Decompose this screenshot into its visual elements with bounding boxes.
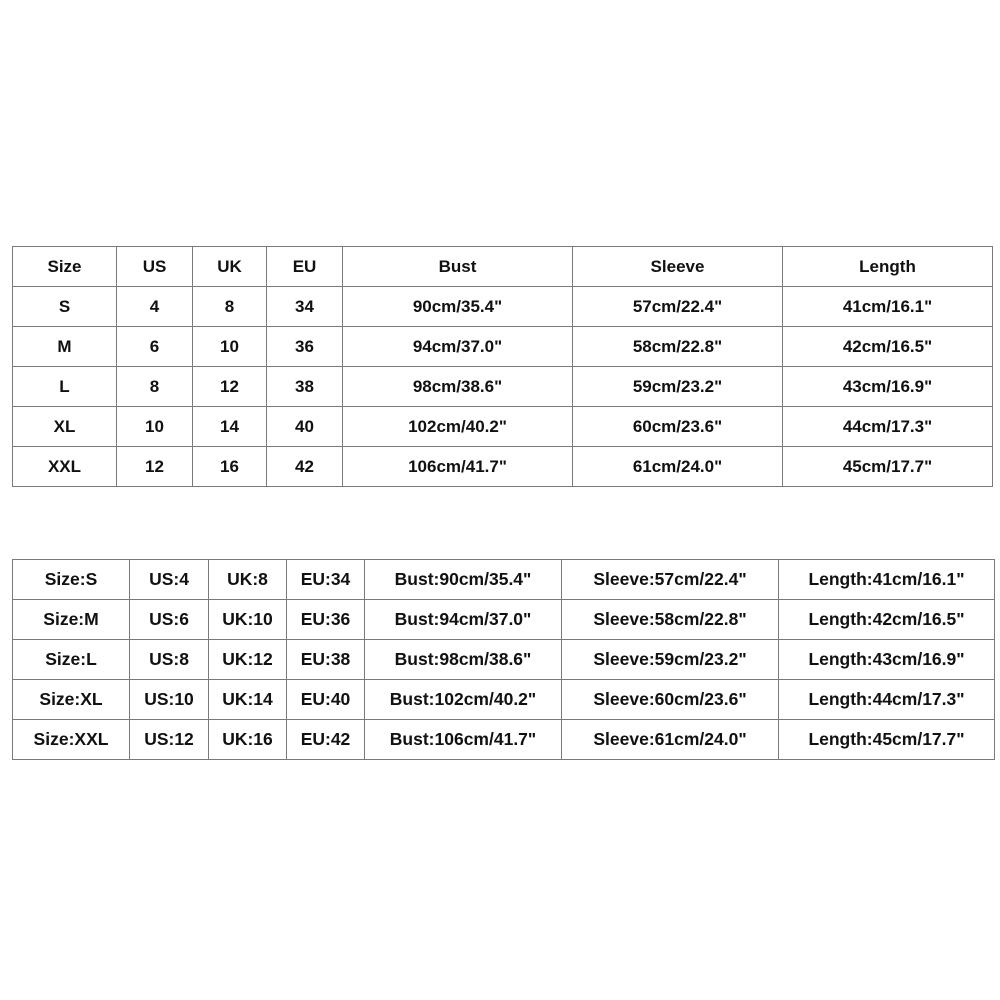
cell-size: Size:L xyxy=(13,640,130,680)
cell-length: Length:45cm/17.7" xyxy=(779,720,995,760)
cell-uk: UK:16 xyxy=(209,720,287,760)
cell-sleeve: 60cm/23.6" xyxy=(573,407,783,447)
cell-bust: Bust:98cm/38.6" xyxy=(365,640,562,680)
cell-length: 44cm/17.3" xyxy=(783,407,993,447)
table-row xyxy=(13,327,993,367)
cell-length: Length:44cm/17.3" xyxy=(779,680,995,720)
cell-us: US:10 xyxy=(130,680,209,720)
cell-length: Length:43cm/16.9" xyxy=(779,640,995,680)
table-row xyxy=(13,680,995,720)
cell-eu: EU:42 xyxy=(287,720,365,760)
cell-uk: 14 xyxy=(193,407,267,447)
cell-sleeve: Sleeve:60cm/23.6" xyxy=(562,680,779,720)
cell-size: Size:XXL xyxy=(13,720,130,760)
table-row xyxy=(13,407,993,447)
cell-size: S xyxy=(13,287,117,327)
cell-sleeve: 59cm/23.2" xyxy=(573,367,783,407)
table-row xyxy=(13,447,993,487)
table-row xyxy=(13,640,995,680)
cell-us: 12 xyxy=(117,447,193,487)
cell-sleeve: 58cm/22.8" xyxy=(573,327,783,367)
cell-bust: Bust:102cm/40.2" xyxy=(365,680,562,720)
labeled-size-chart-table xyxy=(12,559,995,760)
cell-length: 45cm/17.7" xyxy=(783,447,993,487)
cell-uk: 12 xyxy=(193,367,267,407)
cell-uk: 16 xyxy=(193,447,267,487)
header-uk: UK xyxy=(193,247,267,287)
cell-bust: 102cm/40.2" xyxy=(343,407,573,447)
cell-size: XXL xyxy=(13,447,117,487)
cell-us: 4 xyxy=(117,287,193,327)
table-row xyxy=(13,287,993,327)
cell-bust: 94cm/37.0" xyxy=(343,327,573,367)
cell-us: US:4 xyxy=(130,560,209,600)
header-size: Size xyxy=(13,247,117,287)
cell-size: L xyxy=(13,367,117,407)
cell-sleeve: 61cm/24.0" xyxy=(573,447,783,487)
cell-us: US:12 xyxy=(130,720,209,760)
cell-bust: 90cm/35.4" xyxy=(343,287,573,327)
cell-sleeve: 57cm/22.4" xyxy=(573,287,783,327)
cell-uk: 10 xyxy=(193,327,267,367)
cell-eu: EU:38 xyxy=(287,640,365,680)
cell-eu: 34 xyxy=(267,287,343,327)
cell-us: 6 xyxy=(117,327,193,367)
cell-size: Size:M xyxy=(13,600,130,640)
cell-sleeve: Sleeve:58cm/22.8" xyxy=(562,600,779,640)
table-row xyxy=(13,367,993,407)
cell-length: 43cm/16.9" xyxy=(783,367,993,407)
header-eu: EU xyxy=(267,247,343,287)
cell-length: Length:42cm/16.5" xyxy=(779,600,995,640)
cell-bust: Bust:94cm/37.0" xyxy=(365,600,562,640)
cell-eu: 38 xyxy=(267,367,343,407)
cell-bust: Bust:106cm/41.7" xyxy=(365,720,562,760)
cell-us: US:8 xyxy=(130,640,209,680)
cell-size: Size:S xyxy=(13,560,130,600)
cell-eu: 42 xyxy=(267,447,343,487)
cell-uk: 8 xyxy=(193,287,267,327)
cell-eu: EU:34 xyxy=(287,560,365,600)
cell-sleeve: Sleeve:61cm/24.0" xyxy=(562,720,779,760)
header-sleeve: Sleeve xyxy=(573,247,783,287)
cell-eu: EU:40 xyxy=(287,680,365,720)
cell-uk: UK:14 xyxy=(209,680,287,720)
cell-size: M xyxy=(13,327,117,367)
header-us: US xyxy=(117,247,193,287)
table-row xyxy=(13,560,995,600)
cell-size: XL xyxy=(13,407,117,447)
cell-uk: UK:10 xyxy=(209,600,287,640)
cell-length: 42cm/16.5" xyxy=(783,327,993,367)
cell-sleeve: Sleeve:57cm/22.4" xyxy=(562,560,779,600)
cell-us: US:6 xyxy=(130,600,209,640)
cell-size: Size:XL xyxy=(13,680,130,720)
cell-uk: UK:12 xyxy=(209,640,287,680)
cell-length: Length:41cm/16.1" xyxy=(779,560,995,600)
cell-us: 10 xyxy=(117,407,193,447)
header-length: Length xyxy=(783,247,993,287)
cell-eu: 36 xyxy=(267,327,343,367)
table-row xyxy=(13,720,995,760)
size-chart-table xyxy=(12,246,993,487)
cell-eu: 40 xyxy=(267,407,343,447)
cell-length: 41cm/16.1" xyxy=(783,287,993,327)
cell-eu: EU:36 xyxy=(287,600,365,640)
header-bust: Bust xyxy=(343,247,573,287)
cell-bust: 98cm/38.6" xyxy=(343,367,573,407)
cell-sleeve: Sleeve:59cm/23.2" xyxy=(562,640,779,680)
cell-bust: Bust:90cm/35.4" xyxy=(365,560,562,600)
table-header-row xyxy=(13,247,993,287)
table-row xyxy=(13,600,995,640)
cell-uk: UK:8 xyxy=(209,560,287,600)
cell-us: 8 xyxy=(117,367,193,407)
cell-bust: 106cm/41.7" xyxy=(343,447,573,487)
